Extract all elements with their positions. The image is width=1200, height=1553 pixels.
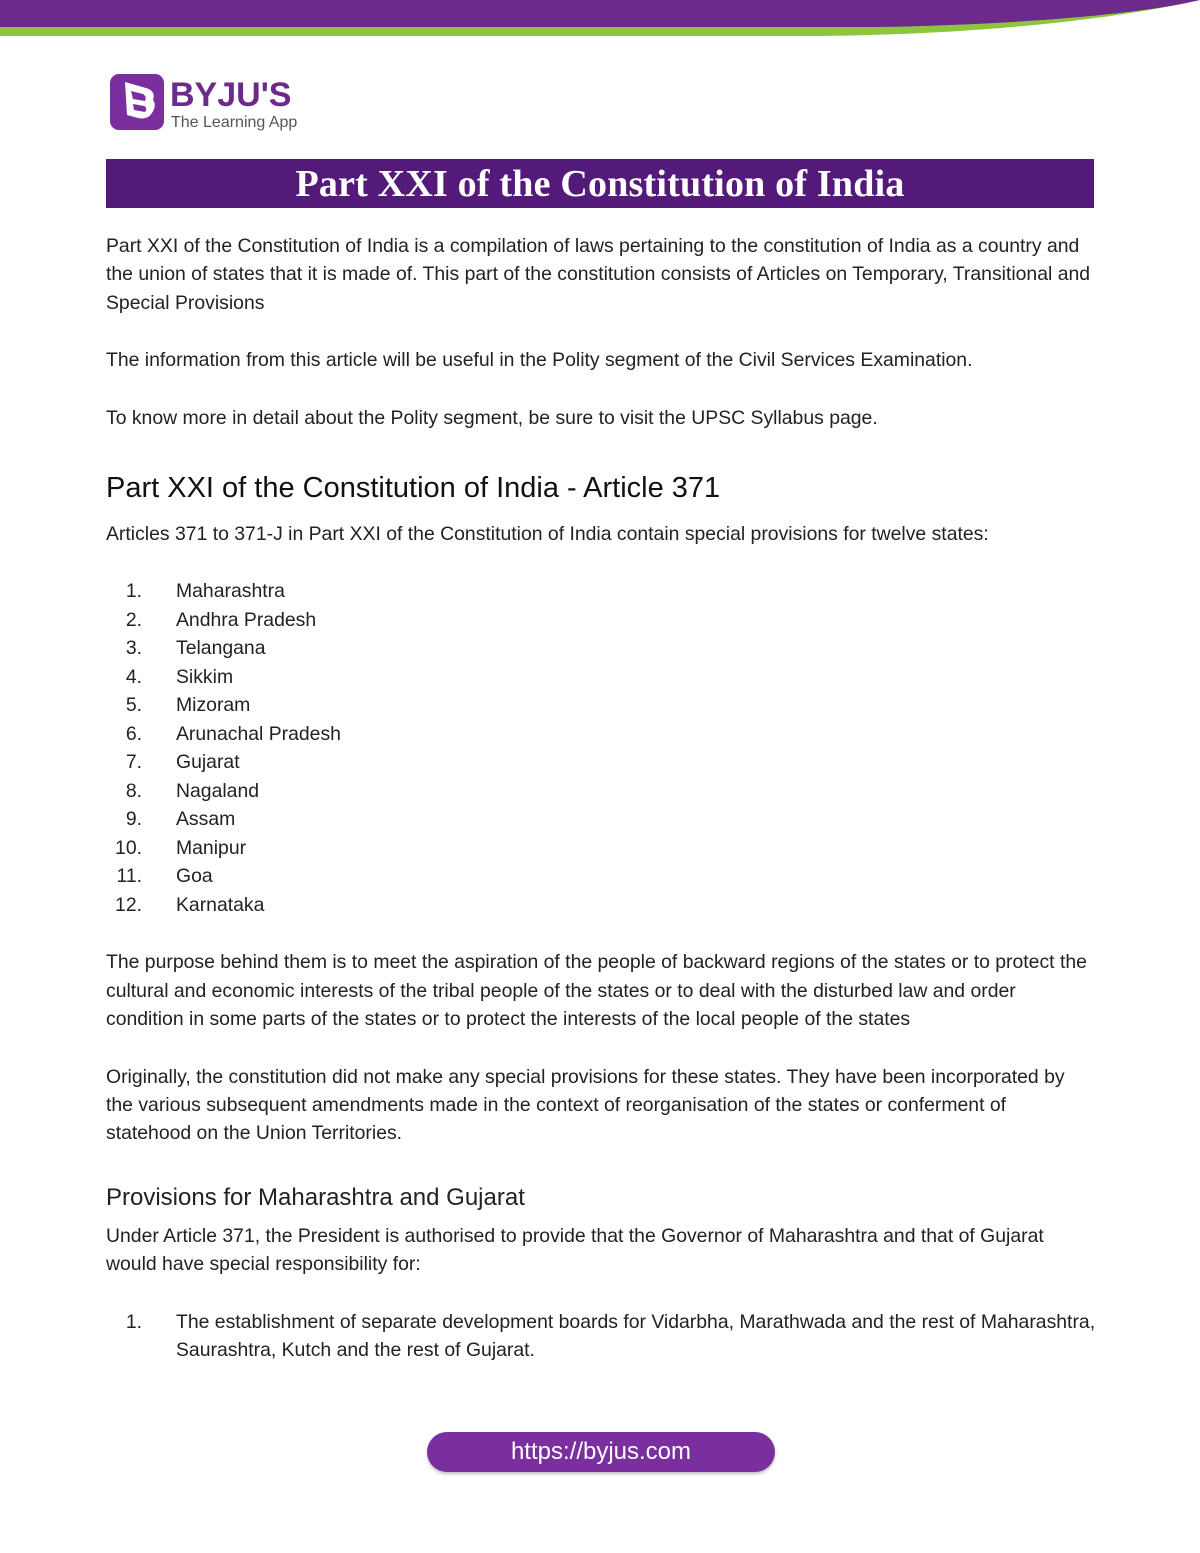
- byjus-logo[interactable]: [108, 72, 318, 134]
- list-item: 5. Mizoram: [125, 694, 251, 717]
- list-item: 11. Goa: [116, 865, 213, 888]
- intro-paragraph-3: To know more in detail about the Polity segment, be sure to visit the UPSC Syllabus page.: [106, 406, 878, 429]
- responsibilities-list: [106, 1308, 1096, 1365]
- maharashtra-gujarat-lead: Under Article 371, the President is authorised to provide that the Governor of Maharashtra and that of Gujarat would have special responsibility for:: [106, 1224, 1044, 1276]
- states-list: [106, 577, 1096, 919]
- page-title: Part XXI of the Constitution of India: [295, 162, 905, 205]
- origin-paragraph: Originally, the constitution did not make any special provisions for these states. They have been incorporated by the various subsequent amendments made in the context of reorganisation of the states or conferment of statehood on the Union Territories.: [106, 1065, 1065, 1145]
- list-item: 7. Gujarat: [125, 751, 240, 774]
- list-item: 8. Nagaland: [125, 779, 260, 802]
- list-item: 1. The establishment of separate development boards for Vidarbha, Marathwada and the rest of Maharashtra, Saurashtra, Kutch and the rest of Gujarat.: [125, 1310, 1096, 1362]
- purpose-paragraph: The purpose behind them is to meet the aspiration of the people of backward regions of the states or to protect the cultural and economic interests of the tribal people of the states or to deal with the disturbed law and order condition in some parts of the states or to protect the interests of the local people of the states: [106, 951, 1087, 1031]
- article-body: [106, 232, 1096, 1365]
- list-item: 3. Telangana: [125, 637, 266, 660]
- list-item: 2. Andhra Pradesh: [125, 608, 317, 631]
- footer-url-link[interactable]: https://byjus.com: [427, 1432, 775, 1472]
- list-item: 9. Assam: [125, 808, 236, 831]
- logo-b-icon: [110, 74, 164, 130]
- list-item: 10. Manipur: [115, 836, 247, 859]
- logo-wordmark: BYJU'S: [170, 76, 292, 114]
- list-item: 12. Karnataka: [115, 893, 265, 916]
- title-banner: [106, 159, 1094, 208]
- list-item: 1. Maharashtra: [125, 580, 285, 603]
- article-371-lead: Articles 371 to 371-J in Part XXI of the Constitution of India contain special provisions for twelve states:: [106, 523, 989, 546]
- section-heading-maharashtra-gujarat: Provisions for Maharashtra and Gujarat: [106, 1183, 525, 1211]
- intro-paragraph-2: The information from this article will be useful in the Polity segment of the Civil Services Examination.: [106, 349, 973, 372]
- section-heading-article-371: Part XXI of the Constitution of India - Article 371: [106, 472, 721, 505]
- list-item: 6. Arunachal Pradesh: [125, 722, 341, 745]
- logo-tagline: The Learning App: [171, 114, 298, 131]
- top-decorative-band: [0, 0, 1200, 48]
- intro-paragraph-1: Part XXI of the Constitution of India is a compilation of laws pertaining to the constitution of India as a country and the union of states that it is made of. This part of the constitution consists of Articles on Temporary, Transitional and Special Provisions: [106, 235, 1091, 314]
- list-item: 4. Sikkim: [125, 665, 234, 688]
